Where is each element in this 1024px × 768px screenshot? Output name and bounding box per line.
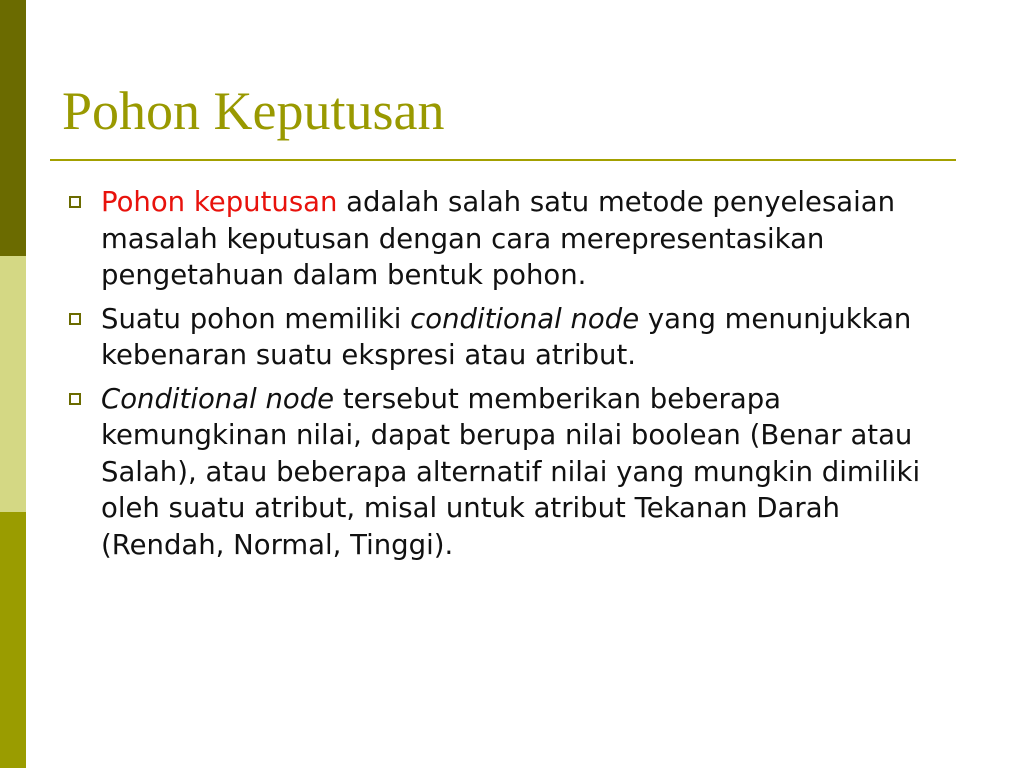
highlighted-term: Pohon keputusan <box>101 186 338 218</box>
hollow-square-bullet-icon <box>69 313 81 325</box>
italic-term: Conditional node <box>101 382 335 415</box>
bullet-text: adalah salah satu metode penyelesaian masalah keputusan dengan cara merepresentasikan pengetahuan dalam bentuk pohon. <box>101 186 896 291</box>
sidebar-band-top <box>0 0 26 256</box>
italic-term: conditional node <box>410 302 640 335</box>
bullet-list <box>66 184 966 570</box>
bullet-item-2 <box>66 301 966 374</box>
sidebar-band-middle <box>0 256 26 512</box>
bullet-item-3 <box>66 381 966 564</box>
bullet-text-after: tersebut memberikan beberapa kemungkinan nilai, dapat berupa nilai boolean (Benar atau Salah), atau beberapa alternatif nilai yang mungkin dimiliki oleh suatu atribut, misal untuk atribut Tekanan Darah (Rendah, Normal, Tinggi). <box>101 382 921 561</box>
slide-title: Pohon Keputusan <box>62 81 445 141</box>
bullet-text-after: yang menunjukkan kebenaran suatu ekspresi atau atribut. <box>101 302 912 371</box>
sidebar-band-bottom <box>0 512 26 768</box>
bullet-text-before: Suatu pohon memiliki <box>101 302 411 335</box>
hollow-square-bullet-icon <box>69 196 81 208</box>
hollow-square-bullet-icon <box>69 393 81 405</box>
title-divider <box>50 159 956 161</box>
bullet-item-1 <box>66 184 966 294</box>
